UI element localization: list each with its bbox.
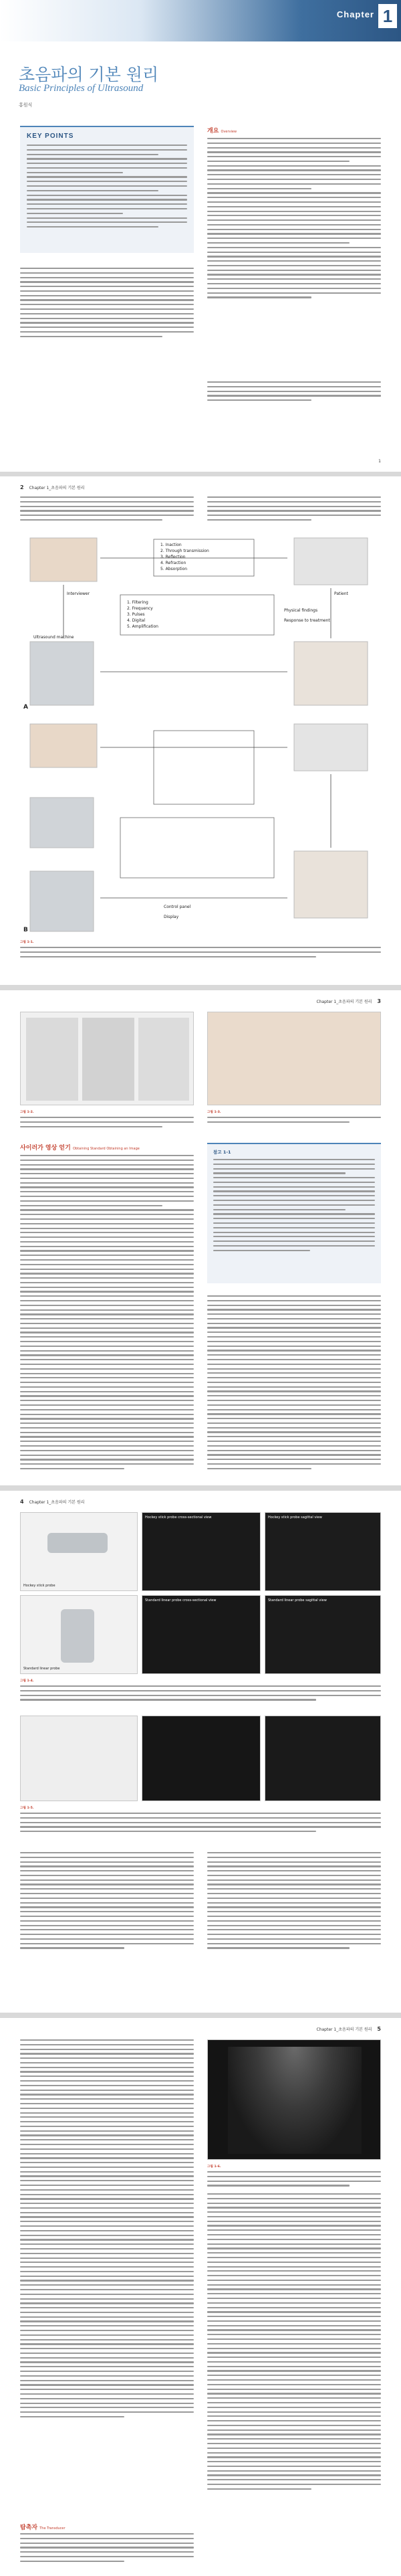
top-item: 3. Reflection — [160, 555, 186, 559]
running-head — [20, 1496, 381, 1507]
patient-image-b — [294, 724, 368, 771]
overview-text-right — [207, 138, 381, 301]
page-number: 4 — [20, 1498, 24, 1505]
diagram-communication-model — [20, 531, 381, 712]
page-number: 2 — [20, 484, 24, 490]
figure-caption-a — [20, 1111, 194, 1130]
diagram-feedback-model — [20, 717, 381, 935]
mid-item: 5. Amplification — [127, 624, 158, 629]
chapter-number-badge: 1 — [378, 4, 397, 28]
caption-label: 그림 1-3. — [207, 1111, 221, 1114]
page-number: 1 — [378, 459, 381, 464]
us-image-convex-2 — [265, 1716, 381, 1801]
caption-label: 그림 1-6. — [207, 2165, 221, 2169]
body-text-left — [20, 1852, 194, 1952]
section-heading-en: Obtaining Standard Obtaining an Image — [72, 1147, 140, 1151]
top-item: 2. Through transmission — [160, 549, 209, 553]
body-text-left-2 — [20, 2533, 194, 2565]
label-findings: Physical findings — [284, 608, 318, 613]
probe-hand-image — [30, 538, 97, 581]
running-head-text: Chapter 1_초음파의 기본 원리 — [29, 1499, 85, 1505]
doctor-image — [294, 642, 368, 705]
figure-caption-b — [20, 1807, 381, 1835]
body-text-right — [207, 496, 381, 524]
page-4 — [0, 1491, 401, 2013]
reference-box — [207, 1143, 381, 1283]
mid-item: 3. Pulses — [127, 612, 145, 617]
chapter-label: Chapter — [336, 9, 374, 19]
label-control-panel: Control panel — [164, 905, 191, 909]
page-title: 초음파의 기본 원리 — [19, 65, 159, 84]
label-patient: Patient — [334, 591, 348, 596]
figure-caption-b — [207, 1111, 381, 1126]
page-subtitle: Basic Principles of Ultrasound — [19, 83, 144, 94]
chapter-banner — [0, 0, 401, 41]
label-response: Response to treatment — [284, 618, 330, 623]
doctor-image-b — [294, 851, 368, 918]
running-head-text: Chapter 1_초음파의 기본 원리 — [29, 485, 85, 490]
us-image-hockey-cross — [142, 1512, 261, 1591]
transducer-heading-en: The Transducer — [39, 2526, 65, 2531]
panel-b-label: B — [23, 927, 28, 933]
machine-photo — [138, 1018, 189, 1101]
body-text-right — [207, 1852, 381, 1952]
running-head-text: Chapter 1_초음파의 기본 원리 — [316, 2027, 372, 2032]
feedback-box — [154, 731, 254, 804]
patient-image — [294, 538, 368, 585]
author: 홍원식 — [19, 102, 33, 108]
page-1 — [0, 0, 401, 472]
running-head-text: Chapter 1_초음파의 기본 원리 — [316, 999, 372, 1004]
panel-label: Standard linear probe cross-sectional view — [145, 1598, 217, 1602]
us-image-hockey-sagittal — [265, 1512, 381, 1591]
caption-label: 그림 1-5. — [20, 1807, 34, 1810]
figure-caption-a — [20, 1679, 381, 1704]
body-text-left — [20, 496, 194, 524]
key-points-heading: KEY POINTS — [27, 132, 74, 140]
figure-caption — [20, 941, 381, 960]
probe-photo-hockey — [20, 1512, 138, 1591]
overview-text-left — [20, 268, 194, 341]
machine-photo — [82, 1018, 134, 1101]
figure-caption — [207, 2165, 381, 2189]
panel-label: Hockey stick probe — [23, 1584, 55, 1588]
page-number: 5 — [377, 2025, 381, 2032]
probe-photo-convex — [20, 1716, 138, 1801]
reference-box-title: 참고 1-1 — [213, 1149, 231, 1155]
body-text-left — [20, 2039, 194, 2421]
overview-heading-ko: 개요 — [207, 128, 219, 134]
control-box — [120, 818, 274, 878]
panel-label: Standard linear probe sagittal view — [268, 1598, 327, 1602]
us-image-linear-cross — [142, 1595, 261, 1674]
ultrasound-machine-image — [30, 642, 94, 705]
figure-1-3-probe-hand — [207, 1012, 381, 1105]
us-image-linear-sagittal — [265, 1595, 381, 1674]
running-head — [20, 2023, 381, 2034]
section-heading — [20, 1143, 140, 1152]
body-text-left — [20, 1155, 194, 1473]
key-points-box — [20, 126, 194, 253]
top-item: 4. Refraction — [160, 561, 186, 565]
mid-item: 4. Digital — [127, 618, 146, 623]
label-display: Display — [164, 915, 179, 919]
machine-image-b — [30, 871, 94, 931]
probe-hand-image-b — [30, 724, 97, 767]
top-item: 5. Absorption — [160, 567, 188, 571]
top-item: 1. Inaction — [160, 543, 182, 547]
label-interviewer: Interviewer — [67, 591, 90, 596]
machine-photo — [26, 1018, 78, 1101]
overview-text-right-2 — [207, 381, 381, 404]
page-5 — [0, 2018, 401, 2576]
transducer-heading — [20, 2522, 65, 2531]
label-machine: Ultrasound machine — [33, 635, 74, 640]
running-head — [20, 482, 381, 492]
transducer-heading-ko: 탐촉자 — [20, 2524, 38, 2531]
figure-1-2-ultrasound-machines — [20, 1012, 194, 1105]
panel-label: Standard linear probe — [23, 1667, 60, 1671]
figure-caption-label: 그림 1-1. — [20, 941, 34, 944]
figure-1-6-us-image — [207, 2039, 381, 2160]
caption-label: 그림 1-4. — [20, 1679, 34, 1683]
caption-label: 그림 1-2. — [20, 1111, 34, 1114]
section-heading-ko: 사이러가 영상 얻기 — [20, 1145, 71, 1152]
mid-item: 1. Filtering — [127, 600, 148, 605]
mid-item: 2. Frequency — [127, 606, 153, 611]
page-2 — [0, 476, 401, 985]
probe-shape — [47, 1533, 108, 1553]
overview-heading — [207, 126, 237, 134]
panel-label: Hockey stick probe sagittal view — [268, 1515, 322, 1520]
probe-photo-linear — [20, 1595, 138, 1674]
running-head — [20, 996, 381, 1006]
us-image-convex — [142, 1716, 261, 1801]
body-text-right — [207, 1295, 381, 1472]
panel-a-label: A — [23, 704, 28, 711]
page-number: 3 — [377, 998, 381, 1004]
probe-shape — [61, 1609, 94, 1663]
us-sector — [228, 2047, 362, 2154]
emr-image — [30, 798, 94, 848]
body-text-right — [207, 2193, 381, 2493]
page-3 — [0, 990, 401, 1485]
panel-label: Hockey stick probe cross-sectional view — [145, 1515, 212, 1520]
overview-heading-en: Overview — [221, 130, 237, 134]
